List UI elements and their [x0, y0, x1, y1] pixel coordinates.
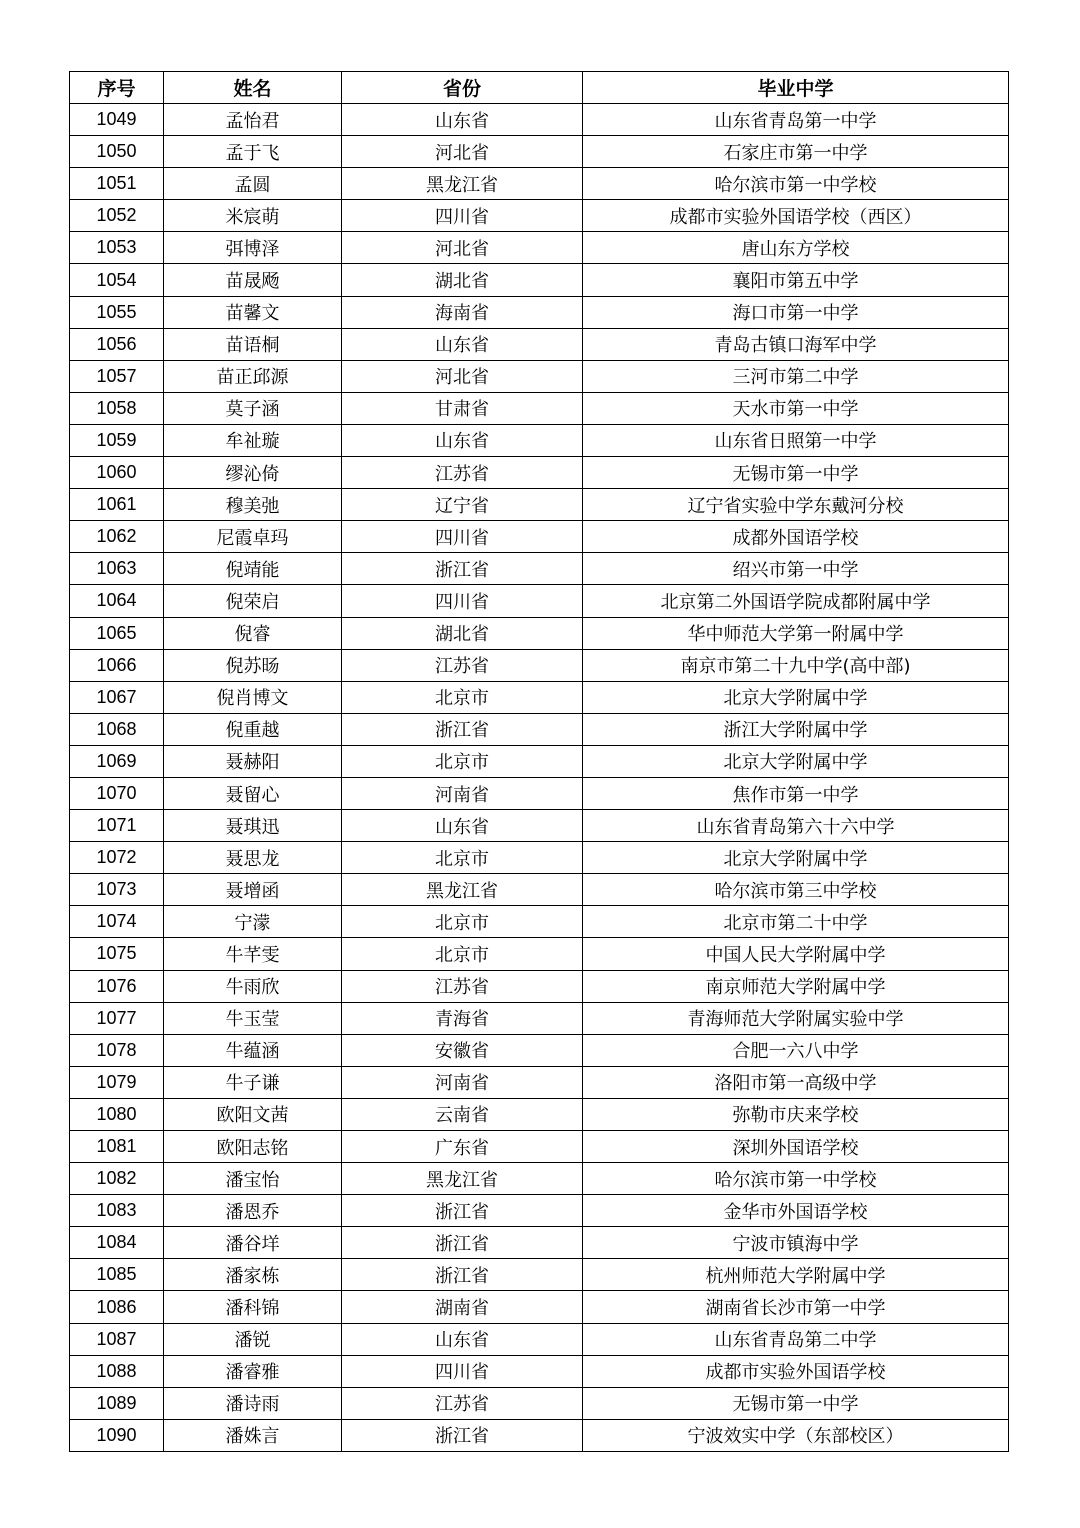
cell-name: 牟祉璇	[164, 424, 342, 456]
table-row	[70, 1098, 1009, 1130]
cell-school: 北京大学附属中学	[583, 745, 1009, 777]
cell-name: 苗语桐	[164, 328, 342, 360]
table-row	[70, 1387, 1009, 1419]
cell-serial: 1059	[70, 424, 164, 456]
cell-province: 北京市	[342, 938, 583, 970]
cell-name: 潘宝怡	[164, 1163, 342, 1195]
cell-school: 北京第二外国语学院成都附属中学	[583, 585, 1009, 617]
cell-school: 山东省青岛第六十六中学	[583, 810, 1009, 842]
cell-serial: 1071	[70, 810, 164, 842]
table-row	[70, 360, 1009, 392]
cell-name: 潘姝言	[164, 1419, 342, 1451]
cell-school: 成都市实验外国语学校	[583, 1355, 1009, 1387]
cell-province: 山东省	[342, 328, 583, 360]
table-row	[70, 1195, 1009, 1227]
cell-name: 孟怡君	[164, 104, 342, 136]
cell-province: 河北省	[342, 136, 583, 168]
cell-name: 牛子谦	[164, 1066, 342, 1098]
table-row	[70, 777, 1009, 809]
cell-serial: 1064	[70, 585, 164, 617]
table-row	[70, 457, 1009, 489]
table-row	[70, 553, 1009, 585]
cell-province: 山东省	[342, 810, 583, 842]
cell-name: 倪肖博文	[164, 681, 342, 713]
cell-name: 聂留心	[164, 777, 342, 809]
table-row	[70, 938, 1009, 970]
table-row	[70, 713, 1009, 745]
cell-name: 孟于飞	[164, 136, 342, 168]
cell-province: 山东省	[342, 104, 583, 136]
cell-serial: 1081	[70, 1131, 164, 1163]
cell-name: 苗正邱源	[164, 360, 342, 392]
cell-serial: 1055	[70, 296, 164, 328]
cell-province: 云南省	[342, 1098, 583, 1130]
table-row	[70, 906, 1009, 938]
table-row	[70, 810, 1009, 842]
cell-serial: 1062	[70, 521, 164, 553]
cell-serial: 1078	[70, 1034, 164, 1066]
cell-serial: 1065	[70, 617, 164, 649]
cell-province: 湖北省	[342, 617, 583, 649]
cell-province: 北京市	[342, 842, 583, 874]
cell-province: 江苏省	[342, 970, 583, 1002]
table-row	[70, 649, 1009, 681]
table-row	[70, 232, 1009, 264]
cell-serial: 1079	[70, 1066, 164, 1098]
table-row	[70, 1419, 1009, 1451]
cell-school: 海口市第一中学	[583, 296, 1009, 328]
table-row	[70, 1291, 1009, 1323]
cell-province: 四川省	[342, 200, 583, 232]
graduates-table	[69, 71, 1009, 1452]
cell-serial: 1051	[70, 168, 164, 200]
cell-province: 四川省	[342, 585, 583, 617]
cell-serial: 1073	[70, 874, 164, 906]
table-row	[70, 1034, 1009, 1066]
cell-name: 潘科锦	[164, 1291, 342, 1323]
cell-name: 莫子涵	[164, 392, 342, 424]
cell-serial: 1087	[70, 1323, 164, 1355]
cell-school: 洛阳市第一高级中学	[583, 1066, 1009, 1098]
cell-name: 倪睿	[164, 617, 342, 649]
cell-serial: 1082	[70, 1163, 164, 1195]
cell-province: 浙江省	[342, 553, 583, 585]
cell-serial: 1083	[70, 1195, 164, 1227]
cell-name: 潘锐	[164, 1323, 342, 1355]
table-row	[70, 328, 1009, 360]
header-school: 毕业中学	[583, 72, 1009, 104]
cell-school: 成都市实验外国语学校（西区）	[583, 200, 1009, 232]
cell-name: 聂增函	[164, 874, 342, 906]
cell-name: 潘睿雅	[164, 1355, 342, 1387]
cell-name: 孟圆	[164, 168, 342, 200]
cell-serial: 1054	[70, 264, 164, 296]
cell-province: 湖北省	[342, 264, 583, 296]
cell-name: 牛玉莹	[164, 1002, 342, 1034]
cell-province: 四川省	[342, 521, 583, 553]
cell-school: 无锡市第一中学	[583, 1387, 1009, 1419]
cell-name: 聂琪迅	[164, 810, 342, 842]
header-row	[70, 72, 1009, 104]
table-row	[70, 1227, 1009, 1259]
cell-serial: 1053	[70, 232, 164, 264]
table-row	[70, 424, 1009, 456]
table-body	[70, 104, 1009, 1452]
cell-province: 河南省	[342, 1066, 583, 1098]
table-row	[70, 745, 1009, 777]
cell-serial: 1052	[70, 200, 164, 232]
cell-name: 欧阳文茜	[164, 1098, 342, 1130]
cell-school: 浙江大学附属中学	[583, 713, 1009, 745]
cell-school: 山东省日照第一中学	[583, 424, 1009, 456]
cell-school: 北京市第二十中学	[583, 906, 1009, 938]
cell-name: 潘谷垟	[164, 1227, 342, 1259]
cell-serial: 1049	[70, 104, 164, 136]
cell-province: 江苏省	[342, 457, 583, 489]
cell-school: 深圳外国语学校	[583, 1131, 1009, 1163]
table-row	[70, 1323, 1009, 1355]
cell-school: 哈尔滨市第三中学校	[583, 874, 1009, 906]
header-province: 省份	[342, 72, 583, 104]
table-row	[70, 1002, 1009, 1034]
cell-province: 北京市	[342, 681, 583, 713]
cell-school: 成都外国语学校	[583, 521, 1009, 553]
cell-serial: 1088	[70, 1355, 164, 1387]
cell-serial: 1085	[70, 1259, 164, 1291]
cell-province: 广东省	[342, 1131, 583, 1163]
cell-serial: 1086	[70, 1291, 164, 1323]
cell-province: 甘肃省	[342, 392, 583, 424]
cell-name: 潘恩乔	[164, 1195, 342, 1227]
cell-province: 江苏省	[342, 649, 583, 681]
cell-province: 北京市	[342, 906, 583, 938]
cell-province: 浙江省	[342, 1259, 583, 1291]
cell-school: 北京大学附属中学	[583, 842, 1009, 874]
cell-name: 缪沁倚	[164, 457, 342, 489]
cell-school: 哈尔滨市第一中学校	[583, 1163, 1009, 1195]
cell-province: 安徽省	[342, 1034, 583, 1066]
table-row	[70, 681, 1009, 713]
cell-province: 江苏省	[342, 1387, 583, 1419]
cell-name: 倪重越	[164, 713, 342, 745]
cell-name: 尼霞卓玛	[164, 521, 342, 553]
cell-school: 合肥一六八中学	[583, 1034, 1009, 1066]
table-row	[70, 392, 1009, 424]
cell-serial: 1077	[70, 1002, 164, 1034]
cell-name: 潘诗雨	[164, 1387, 342, 1419]
cell-school: 金华市外国语学校	[583, 1195, 1009, 1227]
cell-school: 中国人民大学附属中学	[583, 938, 1009, 970]
cell-province: 黑龙江省	[342, 874, 583, 906]
cell-province: 四川省	[342, 1355, 583, 1387]
table-row	[70, 489, 1009, 521]
cell-serial: 1076	[70, 970, 164, 1002]
cell-school: 山东省青岛第二中学	[583, 1323, 1009, 1355]
cell-school: 南京师范大学附属中学	[583, 970, 1009, 1002]
table-row	[70, 264, 1009, 296]
table-row	[70, 1259, 1009, 1291]
cell-school: 弥勒市庆来学校	[583, 1098, 1009, 1130]
cell-province: 河南省	[342, 777, 583, 809]
header-serial: 序号	[70, 72, 164, 104]
cell-school: 哈尔滨市第一中学校	[583, 168, 1009, 200]
cell-school: 北京大学附属中学	[583, 681, 1009, 713]
cell-province: 海南省	[342, 296, 583, 328]
cell-province: 浙江省	[342, 1419, 583, 1451]
cell-serial: 1084	[70, 1227, 164, 1259]
table-row	[70, 136, 1009, 168]
cell-name: 倪靖能	[164, 553, 342, 585]
cell-serial: 1056	[70, 328, 164, 360]
table-row	[70, 842, 1009, 874]
cell-school: 杭州师范大学附属中学	[583, 1259, 1009, 1291]
cell-school: 石家庄市第一中学	[583, 136, 1009, 168]
cell-province: 湖南省	[342, 1291, 583, 1323]
cell-province: 辽宁省	[342, 489, 583, 521]
table-row	[70, 617, 1009, 649]
table-row	[70, 1131, 1009, 1163]
cell-serial: 1058	[70, 392, 164, 424]
cell-serial: 1057	[70, 360, 164, 392]
cell-serial: 1090	[70, 1419, 164, 1451]
cell-serial: 1089	[70, 1387, 164, 1419]
cell-school: 焦作市第一中学	[583, 777, 1009, 809]
cell-school: 山东省青岛第一中学	[583, 104, 1009, 136]
cell-school: 宁波效实中学（东部校区）	[583, 1419, 1009, 1451]
cell-name: 苗晟飏	[164, 264, 342, 296]
cell-province: 黑龙江省	[342, 1163, 583, 1195]
cell-serial: 1068	[70, 713, 164, 745]
cell-name: 牛雨欣	[164, 970, 342, 1002]
cell-serial: 1074	[70, 906, 164, 938]
table-row	[70, 970, 1009, 1002]
cell-province: 浙江省	[342, 1195, 583, 1227]
cell-name: 聂思龙	[164, 842, 342, 874]
cell-school: 唐山东方学校	[583, 232, 1009, 264]
cell-name: 倪苏旸	[164, 649, 342, 681]
table-row	[70, 521, 1009, 553]
cell-name: 欧阳志铭	[164, 1131, 342, 1163]
cell-serial: 1080	[70, 1098, 164, 1130]
cell-name: 倪荣启	[164, 585, 342, 617]
table-row	[70, 200, 1009, 232]
cell-name: 潘家栋	[164, 1259, 342, 1291]
cell-name: 米宸萌	[164, 200, 342, 232]
table-row	[70, 296, 1009, 328]
cell-school: 三河市第二中学	[583, 360, 1009, 392]
cell-school: 南京市第二十九中学(高中部)	[583, 649, 1009, 681]
cell-school: 绍兴市第一中学	[583, 553, 1009, 585]
table-row	[70, 168, 1009, 200]
table-row	[70, 874, 1009, 906]
cell-school: 青岛古镇口海军中学	[583, 328, 1009, 360]
table-row	[70, 1163, 1009, 1195]
cell-serial: 1072	[70, 842, 164, 874]
cell-serial: 1069	[70, 745, 164, 777]
cell-province: 浙江省	[342, 1227, 583, 1259]
table-row	[70, 104, 1009, 136]
cell-province: 河北省	[342, 360, 583, 392]
cell-province: 青海省	[342, 1002, 583, 1034]
cell-school: 辽宁省实验中学东戴河分校	[583, 489, 1009, 521]
table-row	[70, 585, 1009, 617]
cell-school: 无锡市第一中学	[583, 457, 1009, 489]
table-row	[70, 1355, 1009, 1387]
cell-name: 宁濛	[164, 906, 342, 938]
cell-name: 弭博泽	[164, 232, 342, 264]
cell-serial: 1060	[70, 457, 164, 489]
cell-school: 青海师范大学附属实验中学	[583, 1002, 1009, 1034]
cell-province: 黑龙江省	[342, 168, 583, 200]
cell-school: 华中师范大学第一附属中学	[583, 617, 1009, 649]
cell-school: 湖南省长沙市第一中学	[583, 1291, 1009, 1323]
cell-province: 北京市	[342, 745, 583, 777]
cell-name: 苗馨文	[164, 296, 342, 328]
cell-name: 聂赫阳	[164, 745, 342, 777]
cell-school: 天水市第一中学	[583, 392, 1009, 424]
cell-province: 山东省	[342, 424, 583, 456]
cell-serial: 1061	[70, 489, 164, 521]
cell-province: 浙江省	[342, 713, 583, 745]
cell-school: 宁波市镇海中学	[583, 1227, 1009, 1259]
cell-serial: 1066	[70, 649, 164, 681]
cell-serial: 1063	[70, 553, 164, 585]
cell-serial: 1070	[70, 777, 164, 809]
cell-name: 牛芊雯	[164, 938, 342, 970]
table-row	[70, 1066, 1009, 1098]
cell-serial: 1075	[70, 938, 164, 970]
cell-name: 牛蕴涵	[164, 1034, 342, 1066]
cell-serial: 1067	[70, 681, 164, 713]
cell-school: 襄阳市第五中学	[583, 264, 1009, 296]
cell-province: 山东省	[342, 1323, 583, 1355]
cell-province: 河北省	[342, 232, 583, 264]
cell-name: 穆美弛	[164, 489, 342, 521]
header-name: 姓名	[164, 72, 342, 104]
cell-serial: 1050	[70, 136, 164, 168]
